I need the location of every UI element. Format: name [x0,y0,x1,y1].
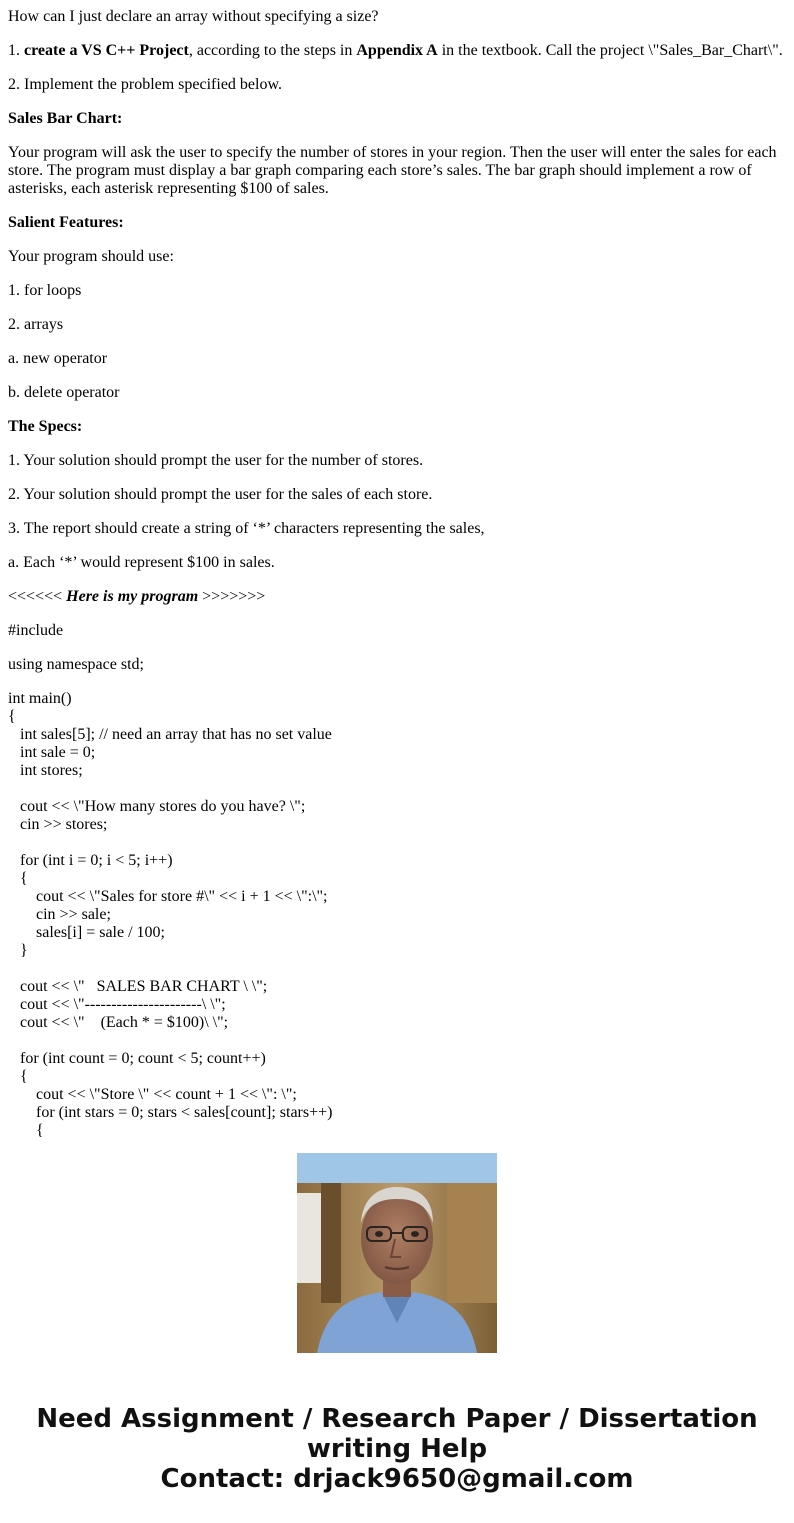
problem-description: Your program will ask the user to specify the number of stores in your region. Then the user will enter the sales for each store. The program must display a bar graph comparing each store’s sales. The bar graph should implement a row of asterisks, each asterisk representing $100 of sales. [8,144,777,197]
feature-item: a. new operator [8,350,108,367]
banner-contact: Contact: drjack9650@gmail.com [160,1464,634,1494]
code-line: cout << \"Store \" << count + 1 << \": \"; [8,1086,297,1103]
code-line: int stores; [8,762,83,779]
feature-item: 2. arrays [8,316,64,333]
code-line: } [8,942,28,959]
code-line: cout << \"How many stores do you have? \"; [8,798,306,815]
author-photo [297,1153,497,1353]
spec-item: 2. Your solution should prompt the user for the sales of each store. [8,486,433,503]
code-line: { [8,1068,28,1085]
heading-salient-features: Salient Features: [8,214,124,231]
code-line: int sales[5]; // need an array that has no set value [8,726,332,743]
code-line: cout << \"Sales for store #\" << i + 1 << \":\"; [8,888,328,905]
heading-specs: The Specs: [8,418,83,435]
code-line: { [8,870,28,887]
author-portrait-image [297,1153,497,1353]
code-line: cout << \" SALES BAR CHART \ \"; [8,978,268,995]
feature-item: b. delete operator [8,384,120,401]
features-intro: Your program should use: [8,248,174,265]
banner-line-2: writing Help [306,1434,488,1464]
step-2: 2. Implement the problem specified below. [8,76,282,93]
banner-line-1: Need Assignment / Research Paper / Dissertation [36,1404,758,1434]
code-line: for (int stars = 0; stars < sales[count]; stars++) [8,1104,333,1121]
help-banner [0,1404,794,1494]
code-line: int sale = 0; [8,744,96,761]
code-include: #include [8,622,64,639]
code-line: for (int count = 0; count < 5; count++) [8,1050,266,1067]
code-line: cout << \"----------------------\ \"; [8,996,226,1013]
heading-sales-bar-chart: Sales Bar Chart: [8,110,123,127]
code-line: cin >> stores; [8,816,108,833]
code-line: sales[i] = sale / 100; [8,924,165,941]
code-line: for (int i = 0; i < 5; i++) [8,852,173,869]
code-block [8,690,788,1139]
code-namespace: using namespace std; [8,656,144,673]
question-title: How can I just declare an array without specifying a size? [8,8,379,25]
spec-item: 1. Your solution should prompt the user for the number of stores. [8,452,424,469]
code-line: { [8,1122,44,1139]
code-line: cin >> sale; [8,906,111,923]
program-intro: <<<<<< Here is my program >>>>>>> [8,588,266,605]
code-line: cout << \" (Each * = $100)\ \"; [8,1014,229,1031]
code-line: int main() [8,690,72,707]
code-line: { [8,708,16,725]
step-1: 1. create a VS C++ Project, according to the steps in Appendix A in the textbook. Call the project \"Sales_Bar_Chart\". [8,42,783,59]
feature-item: 1. for loops [8,282,82,299]
spec-item: 3. The report should create a string of ‘*’ characters representing the sales, [8,520,485,537]
spec-item: a. Each ‘*’ would represent $100 in sales. [8,554,275,571]
